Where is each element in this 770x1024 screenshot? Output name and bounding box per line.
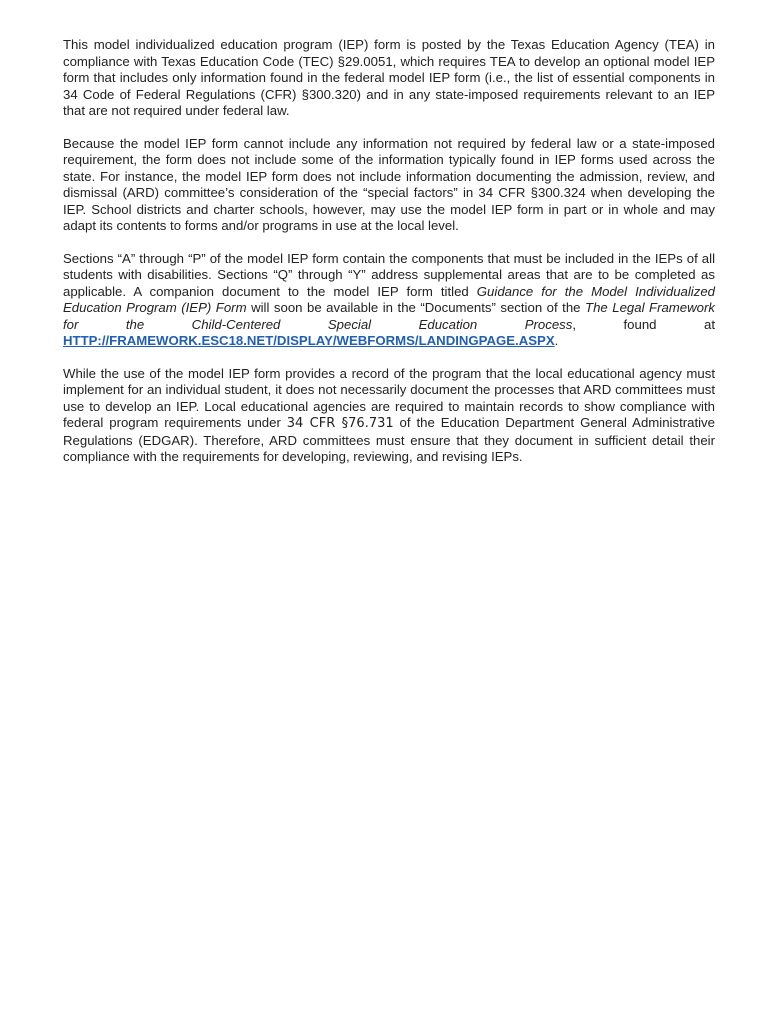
paragraph-federal-requirements: Because the model IEP form cannot include any information not required by federal law or a state-imposed requirement, the form does not include some of the information typically found in IEP forms used across the state. For instance, the model IEP form does not include information documenting the admission, review, and dismissal (ARD) committee’s consideration of the “special factors” in 34 CFR §300.324 when developing the IEP. School districts and charter schools, however, may use the model IEP form in part or in whole and may adapt its contents to forms and/or programs in use at the local level. — [63, 135, 715, 233]
paragraph-sections — [63, 251, 715, 350]
records-text-1: While the use of the model IEP form provides a record of the program that the local educational agency must implement for an individual student, it does not necessarily document the processes that ARD committees must use to develop an IEP. Local educational agencies are required to maintain records to show compliance with federal program requirements under — [63, 365, 715, 430]
sections-text-3: , found at — [572, 316, 715, 332]
records-text-2: of the Education Department General Administrative Regulations (EDGAR). Therefore, ARD committees must ensure that they document in sufficient detail their compliance with the requirements for developing, reviewing, and revising IEPs. — [63, 415, 715, 464]
framework-link[interactable]: HTTP://FRAMEWORK.ESC18.NET/DISPLAY/WEBFORMS/LANDINGPAGE.ASPX — [63, 333, 555, 348]
sections-text-2: will soon be available in the “Documents” section of the — [246, 300, 586, 315]
cfr-reference: 34 CFR §76.731 — [286, 416, 394, 431]
paragraph-records-compliance — [63, 366, 715, 466]
legal-framework-title: The Legal Framework for the Child-Centered Special Education Process — [63, 300, 715, 332]
guidance-document-title: Guidance for the Model Individualized Education Program (IEP) Form — [63, 283, 715, 315]
sections-text-4: . — [554, 333, 559, 348]
document-body — [63, 37, 715, 482]
sections-text-1: Sections “A” through “P” of the model IEP form contain the components that must be included in the IEPs of all students with disabilities. Sections “Q” through “Y” address supplemental areas that are to be completed as applicable. A companion document to the model IEP form titled — [63, 250, 715, 299]
paragraph-tea-posting: This model individualized education program (IEP) form is posted by the Texas Education Agency (TEA) in compliance with Texas Education Code (TEC) §29.0051, which requires TEA to develop an optional model IEP form that includes only information found in the federal model IEP form (i.e., the list of essential components in 34 Code of Federal Regulations (CFR) §300.320) and in any state-imposed requirements relevant to an IEP that are not required under federal law. — [63, 37, 715, 118]
